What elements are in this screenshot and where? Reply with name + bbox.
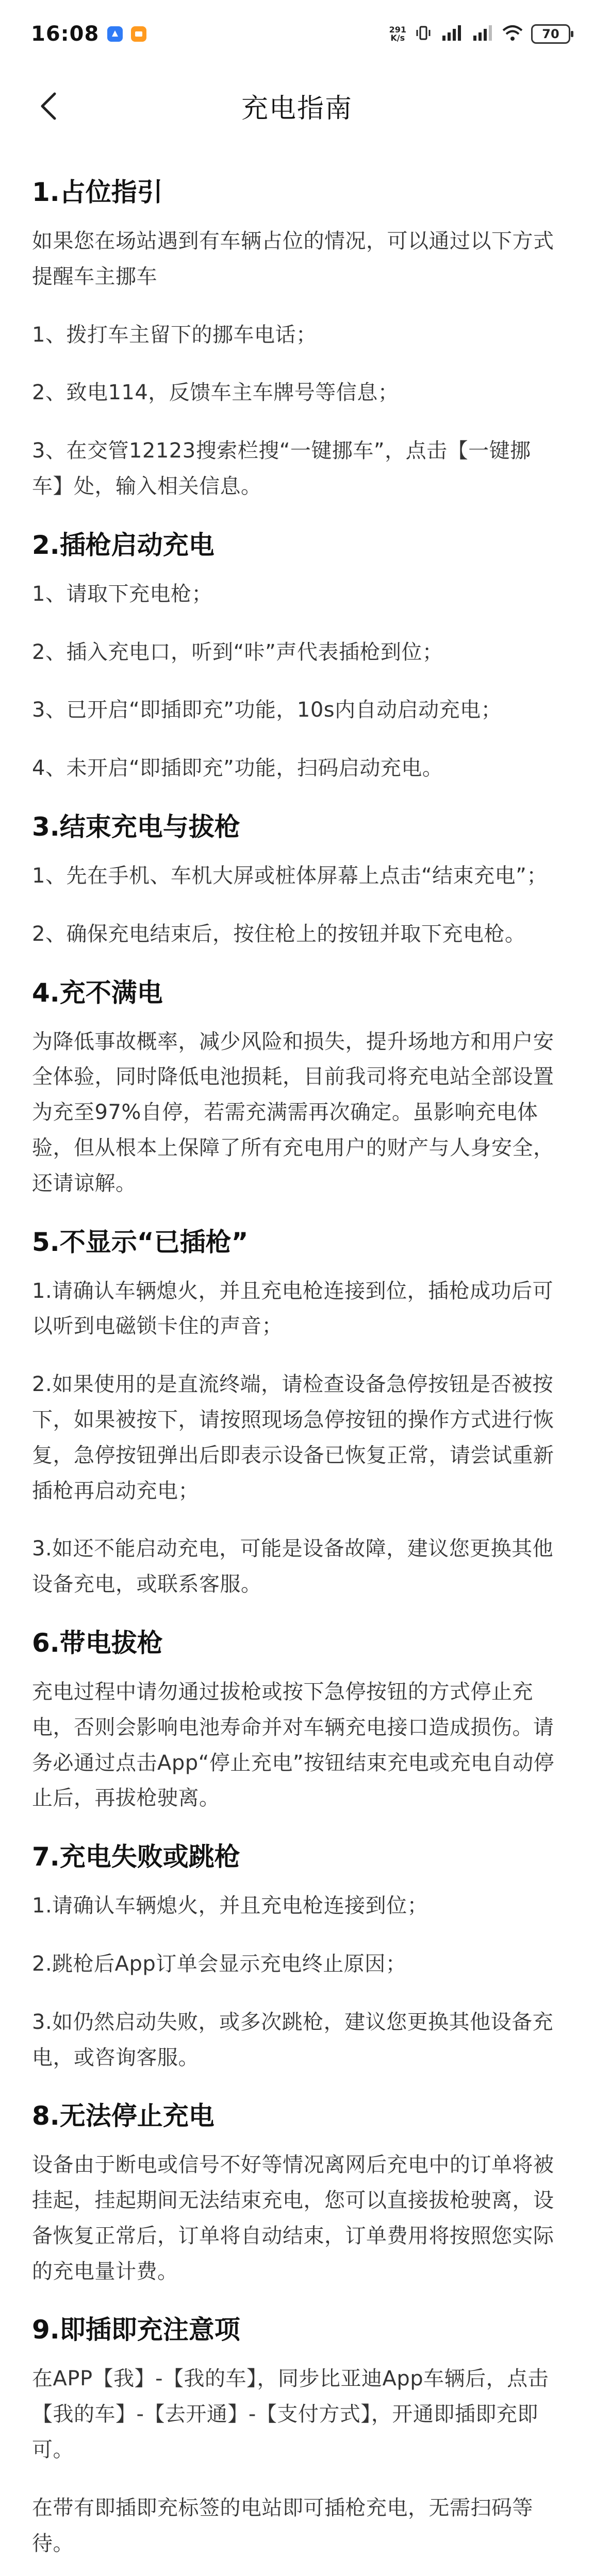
section-paragraph: 设备由于断电或信号不好等情况离网后充电中的订单将被挂起，挂起期间无法结束充电，您可以直接拔枪驶离，设备恢复正常后，订单将自动结束，订单费用将按照您实际的充电量计费。 bbox=[32, 2153, 554, 2283]
nav-bar bbox=[0, 68, 594, 143]
bluetooth-vibrate-icon bbox=[415, 24, 432, 44]
notification-message-icon bbox=[131, 26, 146, 42]
section-paragraph: 3.如仍然启动失败，或多次跳枪，建议您更换其他设备充电，或咨询客服。 bbox=[32, 2010, 554, 2070]
section-paragraph: 1.请确认车辆熄火，并且充电枪连接到位； bbox=[32, 1894, 428, 1918]
wifi-icon bbox=[502, 24, 523, 44]
status-right bbox=[389, 24, 570, 44]
section-paragraph: 在APP【我】-【我的车】，同步比亚迪App车辆后，点击【我的车】-【去开通】-【支付方式】，开通即插即充即可。 bbox=[32, 2367, 549, 2462]
section-paragraph: 2、插入充电口，听到“咔”声代表插枪到位； bbox=[32, 640, 443, 664]
section-title-stop-unplug: 3.结束充电与拔枪 bbox=[32, 811, 240, 842]
section-title-not-full: 4.充不满电 bbox=[32, 977, 163, 1008]
section-paragraph: 为降低事故概率，减少风险和损失，提升场地方和用户安全体验，同时降低电池损耗，目前我司将充电站全部设置为充至97%自停，若需充满需再次确定。虽影响充电体验，但从根本上保障了所有充电用户的财产与人身安全，还请谅解。 bbox=[32, 1029, 554, 1195]
status-bar bbox=[0, 0, 594, 68]
section-title-occupancy: 1.占位指引 bbox=[32, 177, 163, 207]
net-speed-unit: K/s bbox=[390, 33, 405, 43]
section-paragraph: 1、请取下充电枪； bbox=[32, 582, 212, 606]
net-speed-value: 291 bbox=[389, 25, 406, 35]
section-paragraph: 3、已开启“即插即充”功能，10s内自动启动充电； bbox=[32, 698, 502, 722]
section-paragraph: 3、在交管12123搜索栏搜“一键挪车”，点击【一键挪车】处，输入相关信息。 bbox=[32, 439, 531, 498]
signal-icon-1 bbox=[440, 24, 463, 44]
section-paragraph: 2.跳枪后App订单会显示充电终止原因； bbox=[32, 1952, 407, 1976]
section-title-not-plugged: 5.不显示“已插枪” bbox=[32, 1227, 249, 1257]
section-paragraph: 在带有即插即充标签的电站即可插枪充电，无需扫码等待。 bbox=[32, 2496, 533, 2555]
section-paragraph: 2.如果使用的是直流终端，请检查设备急停按钮是否被按下，如果被按下，请按照现场急停按钮的操作方式进行恢复，急停按钮弹出后即表示设备已恢复正常，请尝试重新插枪再启动充电； bbox=[32, 1372, 554, 1503]
section-title-cannot-stop: 8.无法停止充电 bbox=[32, 2101, 214, 2131]
battery-level: 70 bbox=[542, 27, 559, 41]
battery-indicator bbox=[531, 24, 570, 44]
section-paragraph: 1、先在手机、车机大屏或桩体屏幕上点击“结束充电”； bbox=[32, 863, 548, 888]
section-paragraph: 1.请确认车辆熄火，并且充电枪连接到位，插枪成功后可以听到电磁锁卡住的声音； bbox=[32, 1279, 554, 1338]
section-paragraph: 4、未开启“即插即充”功能，扫码启动充电。 bbox=[32, 756, 443, 781]
section-paragraph: 1、拨打车主留下的挪车电话； bbox=[32, 323, 317, 347]
section-paragraph: 如果您在场站遇到有车辆占位的情况，可以通过以下方式提醒车主挪车 bbox=[32, 229, 554, 289]
section-paragraph: 2、确保充电结束后，按住枪上的按钮并取下充电枪。 bbox=[32, 922, 526, 946]
status-time: 16:08 bbox=[31, 22, 100, 46]
guide-content bbox=[0, 143, 594, 2576]
back-button[interactable] bbox=[29, 87, 68, 126]
page-title: 充电指南 bbox=[241, 93, 353, 124]
section-title-charge-failure: 7.充电失败或跳枪 bbox=[32, 1842, 240, 1872]
section-paragraph: 2、致电114，反馈车主车牌号等信息； bbox=[32, 381, 399, 405]
signal-icon-2 bbox=[471, 24, 494, 44]
section-paragraph: 3.如还不能启动充电，可能是设备故障，建议您更换其他设备充电，或联系客服。 bbox=[32, 1537, 554, 1597]
section-title-plug-and-charge: 9.即插即充注意项 bbox=[32, 2315, 240, 2345]
notification-app-icon bbox=[107, 26, 123, 42]
status-left bbox=[31, 22, 146, 46]
section-title-plug-start: 2.插枪启动充电 bbox=[32, 530, 214, 560]
net-speed bbox=[389, 26, 406, 42]
section-paragraph: 充电过程中请勿通过拔枪或按下急停按钮的方式停止充电，否则会影响电池寿命并对车辆充电接口造成损伤。请务必通过点击App“停止充电”按钮结束充电或充电自动停止后，再拔枪驶离。 bbox=[32, 1680, 555, 1810]
chevron-left-icon bbox=[38, 92, 59, 121]
section-title-live-unplug: 6.带电拔枪 bbox=[32, 1628, 163, 1658]
